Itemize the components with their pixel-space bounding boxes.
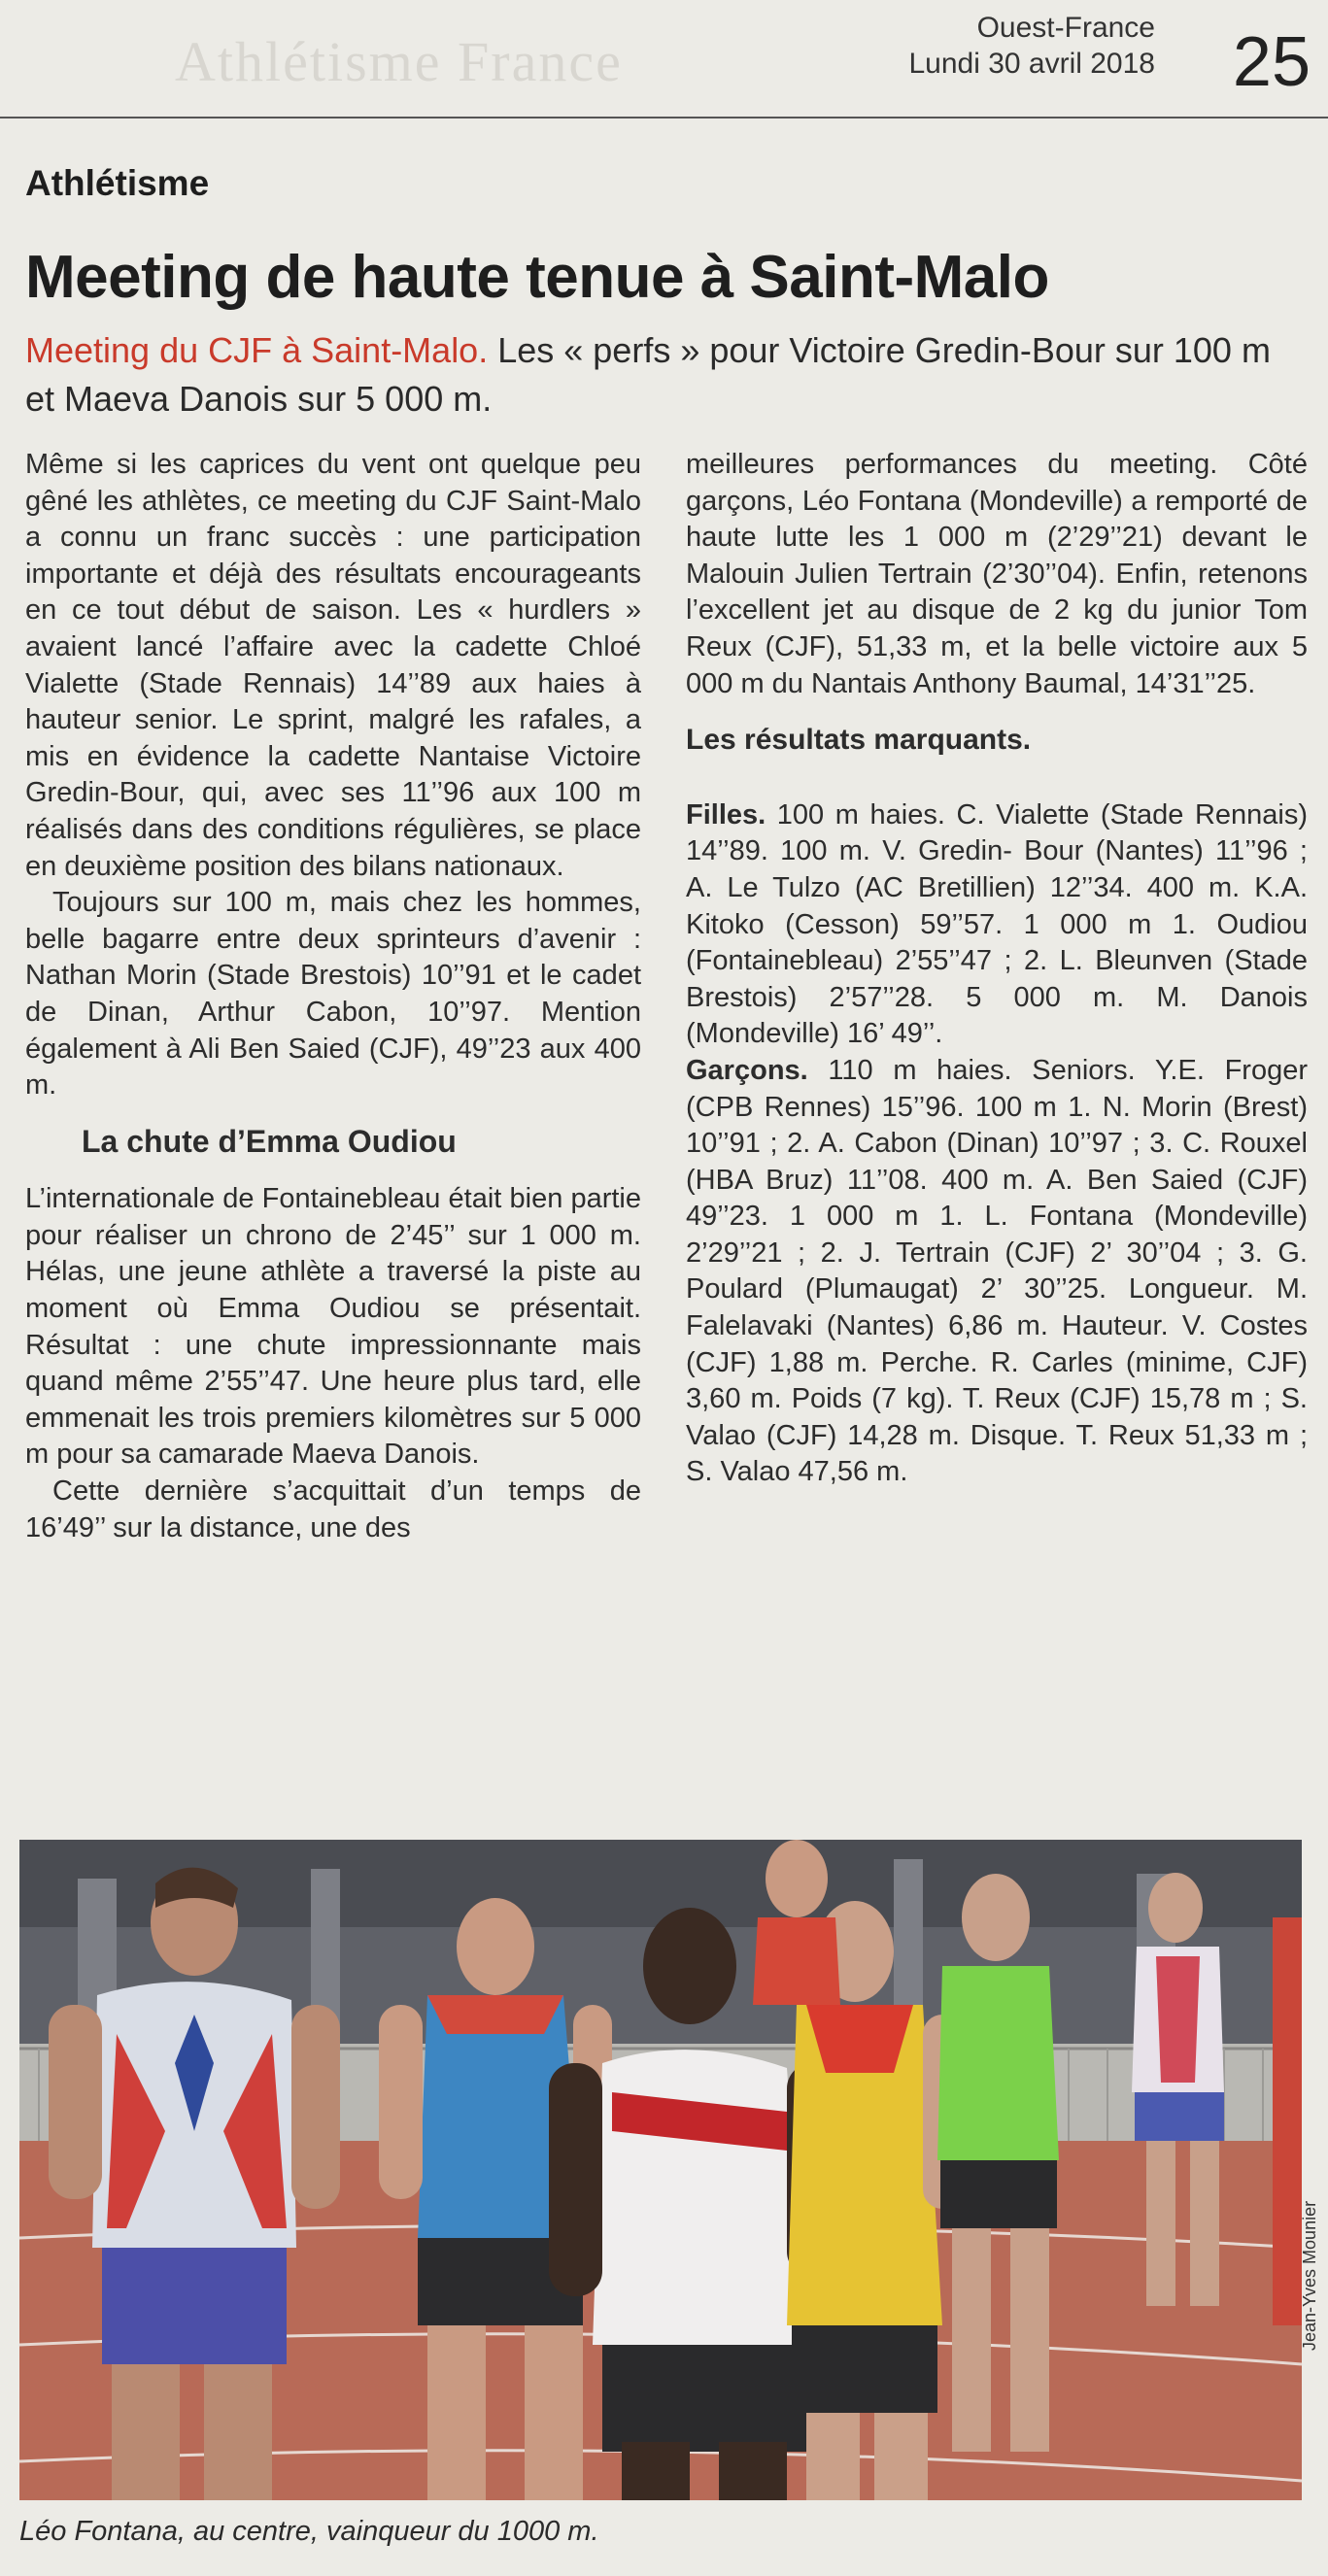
- paragraph-3: L’internationale de Fontainebleau était bien partie pour réaliser un chrono de 2’45’’ sur 1 000 m. Hélas, une jeune athlète a traversé la piste au moment où Emma Oudiou se présentait. Résultat : une chute impressionnante mais quand même 2’55’’47. Une heure plus tard, elle emmenait les trois premiers kilomètres sur 5 000 m pour sa camarade Maeva Danois.: [25, 1183, 641, 1471]
- publication-info: [908, 10, 1155, 82]
- girls-label: Filles.: [686, 798, 766, 830]
- race-photo-illustration: [19, 1840, 1302, 2500]
- paragraph-4-start: Cette dernière s’acquittait d’un temps de 16’49’’ sur la distance, une des: [25, 1475, 641, 1543]
- article-headline: Meeting de haute tenue à Saint-Malo: [25, 244, 1049, 311]
- photo-credit: Jean-Yves Mounier: [1300, 2200, 1319, 2351]
- paragraph-4-end: meilleures performances du meeting. Côté garçons, Léo Fontana (Mondeville) a remporté de haute lutte les 1 000 m (2’29’’21) devant le Malouin Julien Tertrain (2’30’’04). Enfin, retenons l’excellent jet au disque de 2 kg du junior Tom Reux (CJF), 51,33 m, et la belle victoire aux 5 000 m du Nantais Anthony Baumal, 14’31’’25.: [686, 449, 1308, 699]
- results-boys: [686, 1053, 1308, 1491]
- header-rule: [0, 117, 1328, 119]
- section-label: Athlétisme: [25, 163, 210, 203]
- column-right: [686, 447, 1308, 1491]
- girls-results: 100 m haies. C. Vialette (Stade Rennais) 14’’89. 100 m. V. Gredin- Bour (Nantes) 11’’96 ; A. Le Tulzo (AC Bretillien) 12’’34. 400 m. K.A. Kitoko (Cesson) 59’’57. 1 000 m 1. Oudiou (Fontainebleau) 2’55’’47 ; 2. L. Bleunven (Stade Brestois) 2’57’’28. 5 000 m. M. Danois (Mondeville) 16’ 49’’.: [686, 798, 1308, 1050]
- boys-label: Garçons.: [686, 1054, 808, 1086]
- publication-name: Ouest-France: [976, 12, 1155, 44]
- paragraph-1: Même si les caprices du vent ont quelque peu gêné les athlètes, ce meeting du CJF Saint-Malo a connu un franc succès : une participation importante et déjà des résultats encourageants en ce tout début de saison. Les « hurdlers » avaient lancé l’affaire avec la cadette Chloé Vialette (Stade Rennais) 14’’89 aux haies à hauteur senior. Le sprint, malgré les rafales, a mis en évidence la cadette Nantaise Victoire Gredin-Bour, qui, avec ses 11’’96 aux 100 m réalisés dans des conditions régulières, se place en deuxième position des bilans nationaux.: [25, 449, 641, 882]
- results-heading: Les résultats marquants.: [686, 724, 1032, 757]
- lead-kicker: Meeting du CJF à Saint-Malo.: [25, 330, 489, 370]
- race-photo: [19, 1840, 1302, 2500]
- boys-results: 110 m haies. Seniors. Y.E. Froger (CPB Rennes) 15’’96. 100 m 1. N. Morin (Brest) 10’’91 ; 2. A. Cabon (Dinan) 10’’97 ; 3. C. Rouxel (HBA Bruz) 11’’08. 400 m. A. Ben Saied (CJF) 49’’23. 1 000 m 1. L. Fontana (Mondeville) 2’29’’21 ; 2. J. Tertrain (CJF) 2’ 30’’04 ; 3. G. Poulard (Plumaugat) 2’ 30’’25. Longueur. M. Falelavaki (Nantes) 6,86 m. Hauteur. V. Costes (CJF) 1,88 m. Perche. R. Carles (minime, CJF) 3,60 m. Poids (7 kg). T. Reux (CJF) 15,78 m ; S. Valao (CJF) 14,28 m. Disque. T. Reux 51,33 m ; S. Valao 47,56 m.: [686, 1054, 1308, 1488]
- results-girls: [686, 797, 1308, 1053]
- page-number: 25: [1232, 23, 1311, 101]
- subheading: La chute d’Emma Oudiou: [82, 1123, 457, 1159]
- photo-caption: Léo Fontana, au centre, vainqueur du 1000 m.: [19, 2516, 599, 2547]
- bleed-through-heading: Athlétisme France: [175, 30, 623, 93]
- publication-date: Lundi 30 avril 2018: [908, 48, 1155, 80]
- article-lead: [25, 326, 1308, 424]
- paragraph-2: Toujours sur 100 m, mais chez les hommes, belle bagarre entre deux sprinteurs d’avenir : Nathan Morin (Stade Brestois) 10’’91 et le cadet de Dinan, Arthur Cabon, 10’’97. Mention également à Ali Ben Saied (CJF), 49’’23 aux 400 m.: [25, 887, 641, 1102]
- column-left: [25, 447, 641, 1546]
- lead-text: Les « perfs » pour Victoire Gredin-Bour sur 100 m et Maeva Danois sur 5 000 m.: [25, 330, 1271, 419]
